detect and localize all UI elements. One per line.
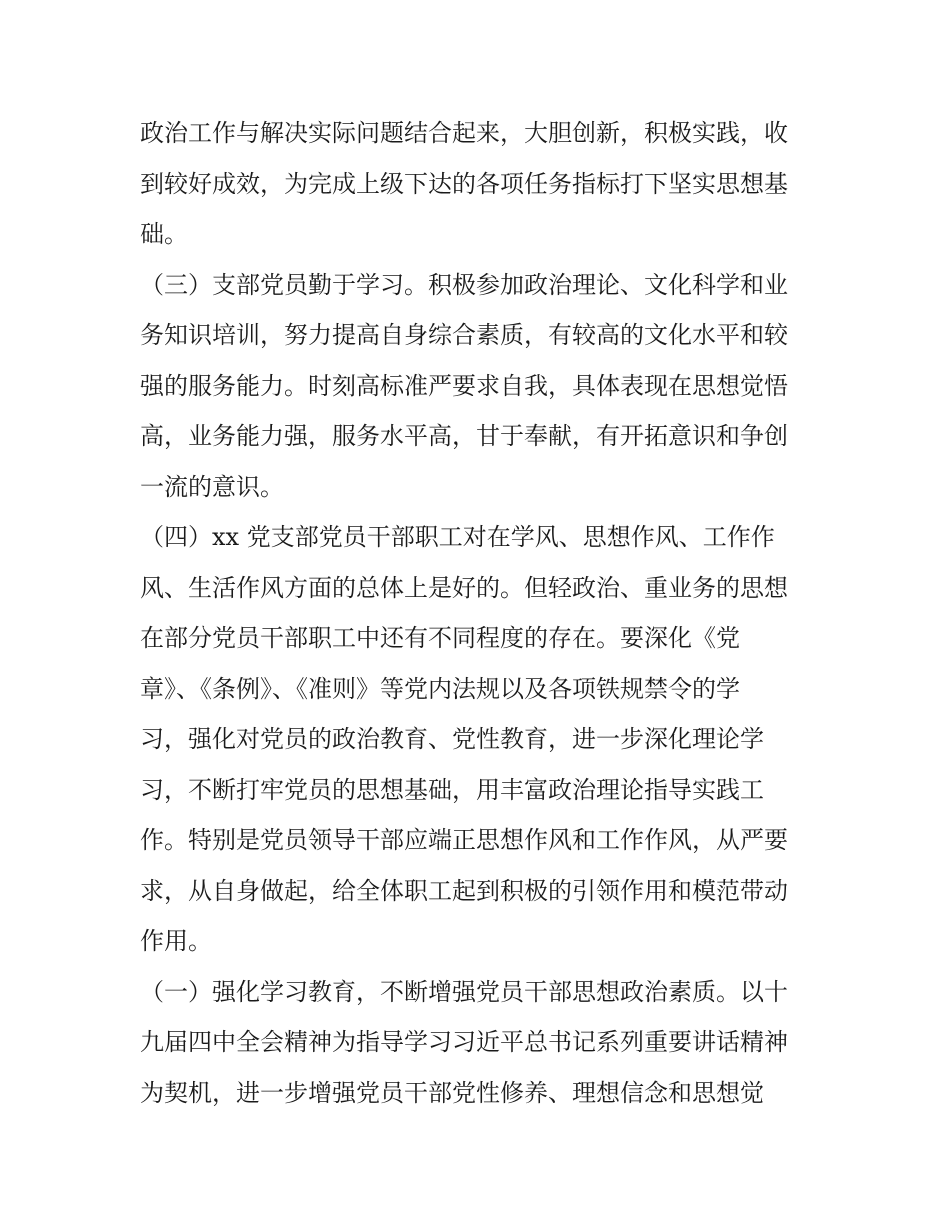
text-line: 高，业务能力强，服务水平高，甘于奉献，有开拓意识和争创	[140, 422, 788, 450]
text-line: 一流的意识。	[140, 472, 284, 501]
text-line: （四）xx 党支部党员干部职工对在学风、思想作风、工作作	[140, 523, 775, 551]
text-line: （三）支部党员勤于学习。积极参加政治理论、文化科学和业	[140, 270, 788, 299]
text-line: 风、生活作风方面的总体上是好的。但轻政治、重业务的思想	[140, 573, 788, 602]
text-line: 作用。	[140, 927, 212, 955]
text-line: 作。特别是党员领导干部应端正思想作风和工作作风，从严要	[140, 826, 788, 854]
text-line: 强的服务能力。时刻高标准严要求自我，具体表现在思想觉悟	[140, 371, 788, 400]
text-line: 政治工作与解决实际问题结合起来，大胆创新，积极实践，收	[140, 119, 788, 147]
text-line: （一）强化学习教育，不断增强党员干部思想政治素质。以十	[140, 977, 788, 1006]
text-line: 到较好成效，为完成上级下达的各项任务指标打下坚实思想基	[140, 169, 788, 198]
text-line: 习，不断打牢党员的思想基础，用丰富政治理论指导实践工	[140, 775, 764, 804]
text-line: 习，强化对党员的政治教育、党性教育，进一步深化理论学	[140, 725, 764, 753]
text-line: 求，从自身做起，给全体职工起到积极的引领作用和模范带动	[140, 876, 788, 905]
text-line: 九届四中全会精神为指导学习习近平总书记系列重要讲话精神	[140, 1028, 788, 1056]
text-line: 章》、《条例》、《准则》等党内法规以及各项铁规禁令的学	[140, 674, 740, 703]
text-line: 为契机，进一步增强党员干部党性修养、理想信念和思想觉	[140, 1078, 764, 1107]
text-line: 在部分党员干部职工中还有不同程度的存在。要深化《党	[140, 624, 740, 652]
body-text	[140, 108, 820, 1118]
text-line: 础。	[140, 220, 188, 248]
text-line: 务知识培训，努力提高自身综合素质，有较高的文化水平和较	[140, 321, 788, 349]
